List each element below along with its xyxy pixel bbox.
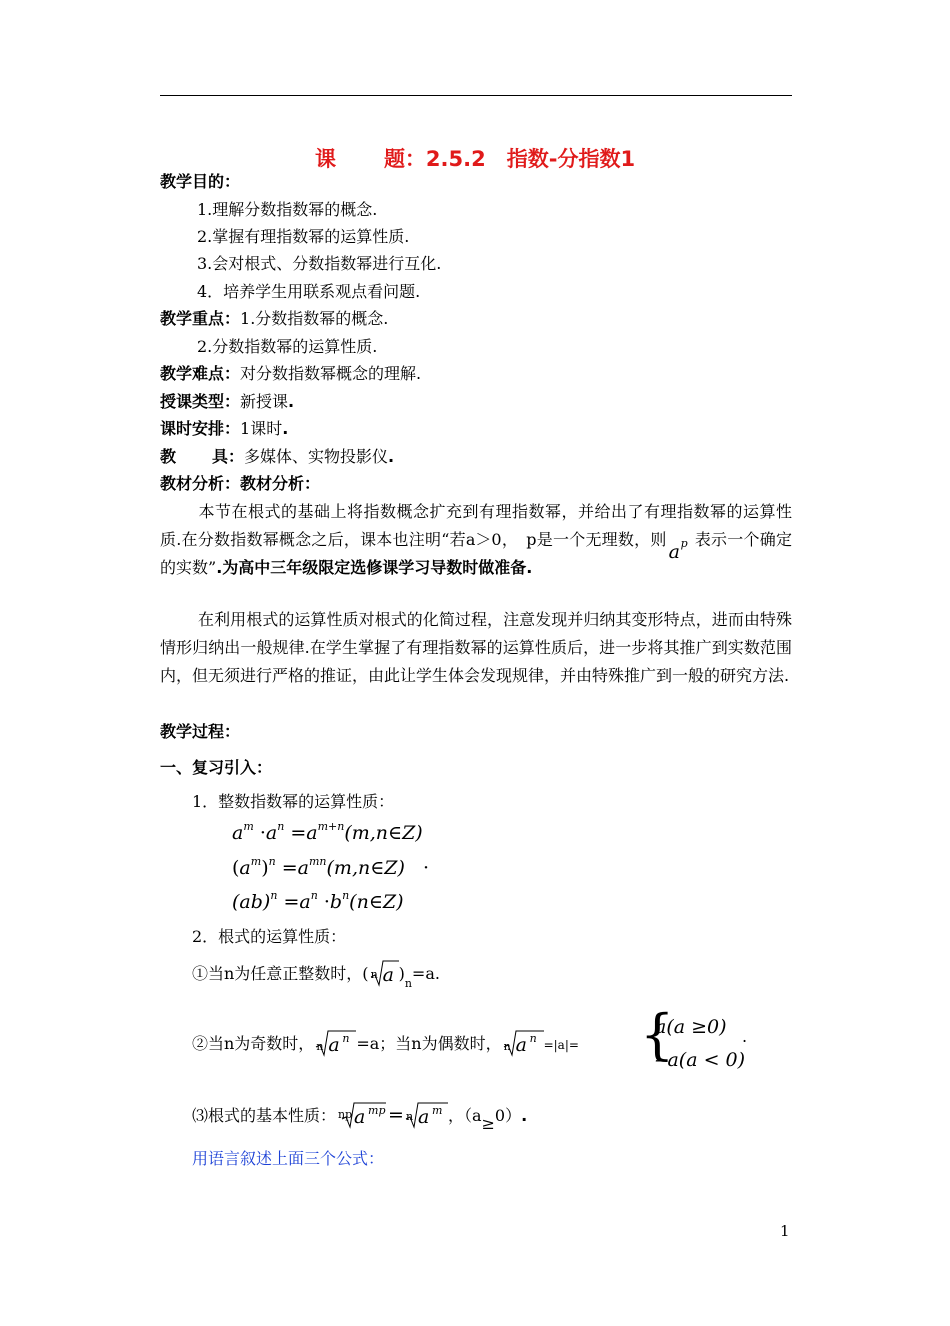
verbal-prompt: 用语言叙述上面三个公式： (192, 1149, 385, 1168)
case-negative: - a(a < 0) (655, 1049, 746, 1071)
section-heading: 一、复习引入： (160, 758, 273, 777)
hours: 课时安排：1课时. (160, 419, 289, 438)
key-points: 教学重点：1.分数指数幂的概念. (160, 309, 389, 328)
cases-brace: { (640, 1003, 675, 1066)
objective-item: 4．培养学生用联系观点看问题. (197, 282, 421, 301)
analysis-paragraph-2: 在利用根式的运算性质对根式的化简过程，注意发现并归纳其变形特点，进而由特殊情形归纳出一般规律.在学生掌握了有理指数幂的运算性质后，进一步将其推广到实数范围内，但无须进行严格的推证，由此让学生体会发现规律，并由特殊推广到一般的研究方法. (160, 610, 792, 685)
radical-rule-1: ①当n为任意正整数时，( n a )$_n=a$. (192, 955, 440, 996)
radical-rule-3: ⑶根式的基本性质： np a mp = n a m ，（a≥0）. (192, 1097, 527, 1136)
formula-product-power: $(ab)^n =a^n$ $\cdot b^n(n\in Z)$ (232, 889, 404, 913)
integer-props-heading: 1．整数指数幂的运算性质： (192, 792, 395, 811)
process-heading: 教学过程： (160, 722, 241, 741)
formula-product: $a^m \cdot a^n$ $=a^{m+n}(m,n\in Z)$ (232, 820, 423, 844)
page-title: 课 题：2.5.2 指数-分指数1 (314, 147, 636, 171)
difficulty: 教学难点：对分数指数幂概念的理解. (160, 364, 422, 383)
objective-item: 2.掌握有理指数幂的运算性质. (197, 227, 410, 246)
case-positive: a(a ≥0) (655, 1016, 727, 1038)
radical-props-heading: 2．根式的运算性质： (192, 927, 347, 946)
header-rule (160, 95, 792, 96)
formula-power: $(a^m)^n$ $=a^{mn}(m,n\in Z)$ · (232, 855, 429, 879)
lesson-type: 授课类型：新授课. (160, 392, 295, 411)
page-number: 1 (780, 1222, 790, 1240)
analysis-paragraph-1: 本节在根式的基础上将指数概念扩充到有理指数幂，并给出了有理指数幂的运算性质.在分数指数幂概念之后，课本也注明“若a＞0， p是一个无理数，则 a p 表示一个确定的实数”.为高中三年级限定选修课学习导数时做准备. (160, 502, 792, 577)
key-point-item: 2.分数指数幂的运算性质. (197, 337, 378, 356)
analysis-heading: 教材分析：教材分析： (160, 474, 321, 493)
objective-item: 3.会对根式、分数指数幂进行互化. (197, 254, 442, 273)
radical-rule-2: ②当n为奇数时， n a n =a；当n为偶数时， n a n =|a|= (192, 1025, 579, 1057)
tools: 教 具：多媒体、实物投影仪. (160, 447, 395, 466)
objective-item: 1.理解分数指数幂的概念. (197, 200, 378, 219)
objectives-heading: 教学目的： (160, 172, 241, 191)
period: . (742, 1027, 748, 1046)
